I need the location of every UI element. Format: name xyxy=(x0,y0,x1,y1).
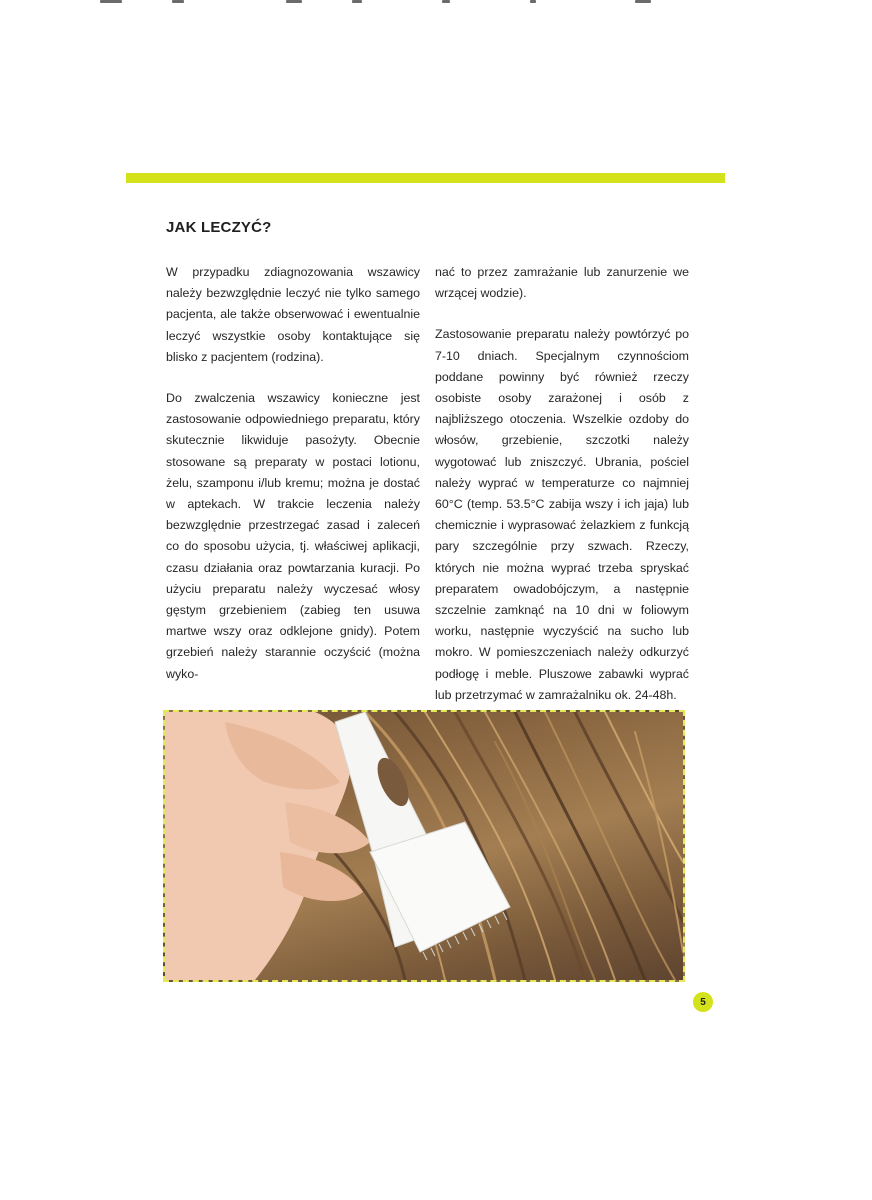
text-column-right xyxy=(435,262,689,726)
lice-comb-photo xyxy=(163,710,685,982)
paragraph: Zastosowanie preparatu należy powtórzyć po 7-10 dniach. Specjalnym czynnościom poddane powinny być również rzeczy osobiste osoby zarażonej i osób z najbliższego otoczenia. Wszelkie ozdoby do włosów, grzebienie, szczotki należy wygotować lub zniszczyć. Ubrania, pościel należy wyprać w temperaturze co najmniej 60°C (temp. 53.5°C zabija wszy i ich jaja) lub chemicznie i wyprasować żelazkiem z funkcją pary szczególnie przy szwach. Rzeczy, których nie można wyprać trzeba spryskać preparatem owadobójczym, a następnie szczelnie zamknąć na 10 dni w foliowym worku, następnie wyczyścić na sucho lub mokro. W pomieszczeniach należy odkurzyć podłogę i meble. Pluszowe zabawki wyprać lub przetrzymać w zamrażalniku ok. 24-48h. xyxy=(435,327,689,702)
accent-bar xyxy=(126,173,725,183)
paragraph: W przypadku zdiagnozowania wszawicy należy bezwzględnie leczyć nie tylko samego pacjenta, ale także obserwować i ewentualnie leczyć wszystkie osoby kontaktujące się blisko z pacjentem (rodzina). xyxy=(166,265,420,364)
scan-artifacts xyxy=(90,0,670,6)
paragraph: Do zwalczenia wszawicy konieczne jest zastosowanie odpowiedniego preparatu, który skutecznie likwiduje pasożyty. Obecnie stosowane są preparaty w postaci lotionu, żelu, szamponu i/lub kremu; można je dostać w aptekach. W trakcie leczenia należy bezwzględnie przestrzegać zasad i zaleceń co do sposobu użycia, tj. właściwej aplikacji, czasu działania oraz powtarzania kuracji. Po użyciu preparatu należy wyczesać włosy gęstym grzebieniem (zabieg ten usuwa martwe wszy oraz odklejone gnidy). Potem grzebień należy starannie oczyścić (można wyko- xyxy=(166,391,420,681)
paragraph: nać to przez zamrażanie lub zanurzenie we wrzącej wodzie). xyxy=(435,265,689,301)
page-number: 5 xyxy=(693,992,713,1012)
text-column-left xyxy=(166,262,420,705)
photo-illustration xyxy=(165,712,683,980)
section-title: JAK LECZYĆ? xyxy=(166,219,272,236)
